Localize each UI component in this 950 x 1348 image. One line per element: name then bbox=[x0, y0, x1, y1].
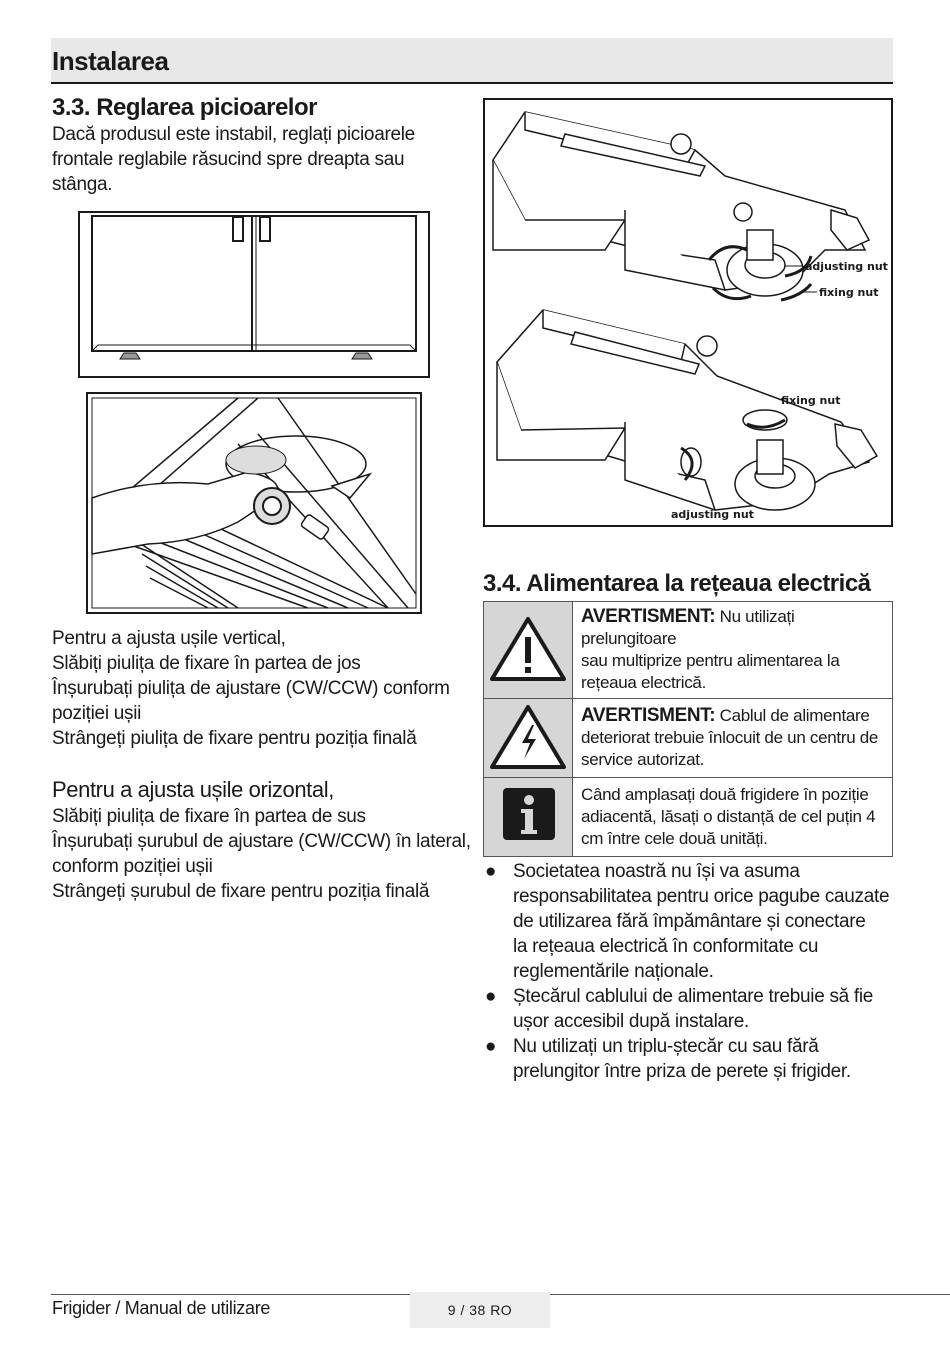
bullet-list bbox=[483, 859, 903, 1084]
bullet-line: Societatea noastră nu își va asuma bbox=[513, 861, 800, 882]
bullet-line: reglementările naționale. bbox=[513, 961, 714, 982]
section-3-3-intro bbox=[52, 122, 415, 197]
top-fixing-nut-label: fixing nut bbox=[819, 286, 879, 299]
warning-line: service autorizat. bbox=[581, 750, 705, 769]
hand-adjusting-illustration bbox=[88, 394, 420, 612]
bullet-item bbox=[483, 859, 903, 984]
footer-page-number: 9 / 38 RO bbox=[410, 1292, 550, 1328]
warning-line: sau multiprize pentru alimentarea la bbox=[581, 651, 840, 670]
bullet-item bbox=[483, 984, 903, 1034]
bullet-dot-icon: ● bbox=[485, 861, 497, 882]
text-line: Slăbiți piulița de fixare în partea de sus bbox=[52, 806, 366, 827]
text-line: Înșurubați piulița de ajustare (CW/CCW) conform bbox=[52, 678, 450, 699]
bullet-line: Ștecărul cablului de alimentare trebuie să fie bbox=[513, 986, 874, 1007]
warning-label: AVERTISMENT: bbox=[581, 705, 716, 726]
bullet-line: ușor accesibil după instalare. bbox=[513, 1011, 750, 1032]
bullet-dot-icon: ● bbox=[485, 1036, 497, 1057]
hinge-figure bbox=[483, 98, 893, 527]
info-icon-cell bbox=[484, 778, 573, 857]
warning-icon-cell bbox=[484, 699, 573, 778]
fridge-front-illustration bbox=[80, 213, 428, 376]
vertical-adjust-text bbox=[52, 626, 450, 751]
bottom-fixing-nut-label: fixing nut bbox=[781, 394, 841, 407]
warning-line: rețeaua electrică. bbox=[581, 673, 707, 692]
warning-icon-cell bbox=[484, 602, 573, 699]
text-line: Strângeți piulița de fixare pentru poziția finală bbox=[52, 728, 417, 749]
fridge-front-figure bbox=[78, 211, 430, 378]
warning-text-first: Nu utilizați prelungitoare bbox=[581, 607, 795, 648]
bullet-line: la rețeaua electrică în conformitate cu bbox=[513, 936, 819, 957]
text-line: Strângeți șurubul de fixare pentru poziția finală bbox=[52, 881, 430, 902]
warning-text-first: Cablul de alimentare bbox=[715, 706, 870, 725]
hinge-illustration bbox=[485, 100, 891, 525]
info-text bbox=[573, 778, 893, 857]
warning-row bbox=[484, 602, 893, 699]
intro-line: Dacă produsul este instabil, reglați picioarele bbox=[52, 124, 415, 145]
hand-adjusting-figure bbox=[86, 392, 422, 614]
section-3-3-title: 3.3. Reglarea picioarelor bbox=[52, 94, 317, 121]
warning-triangle-icon bbox=[488, 613, 568, 683]
horizontal-adjust-heading: Pentru a ajusta ușile orizontal, bbox=[52, 777, 334, 802]
warning-text bbox=[573, 602, 893, 699]
section-3-4-title: 3.4. Alimentarea la rețeaua electrică bbox=[483, 570, 871, 597]
warning-line: deteriorat trebuie înlocuit de un centru de bbox=[581, 728, 879, 747]
header-bar bbox=[51, 38, 893, 84]
bullet-line: responsabilitatea pentru orice pagube cauzate bbox=[513, 886, 890, 907]
text-line: poziției ușii bbox=[52, 703, 142, 724]
info-line: cm între cele două unități. bbox=[581, 829, 768, 848]
intro-line: frontale reglabile răsucind spre dreapta sau bbox=[52, 149, 405, 170]
warning-row bbox=[484, 699, 893, 778]
electric-hazard-icon bbox=[488, 701, 568, 771]
footer-doc-title: Frigider / Manual de utilizare bbox=[52, 1298, 271, 1318]
bullet-line: Nu utilizați un triplu-ștecăr cu sau fără bbox=[513, 1036, 819, 1057]
warning-table bbox=[483, 601, 893, 857]
bullet-dot-icon: ● bbox=[485, 986, 497, 1007]
warning-text bbox=[573, 699, 893, 778]
page-title: Instalarea bbox=[52, 46, 169, 76]
text-line: Înșurubați șurubul de ajustare (CW/CCW) în lateral, bbox=[52, 831, 471, 852]
text-line: Pentru a ajusta ușile vertical, bbox=[52, 628, 286, 649]
text-line: Slăbiți piulița de fixare în partea de jos bbox=[52, 653, 361, 674]
bullet-line: de utilizarea fără împământare și conectare bbox=[513, 911, 866, 932]
bullet-line: prelungitor între priza de perete și frigider. bbox=[513, 1061, 851, 1082]
bottom-adjusting-nut-label: adjusting nut bbox=[671, 508, 754, 521]
info-row bbox=[484, 778, 893, 857]
info-line: adiacentă, lăsați o distanță de cel puțin 4 bbox=[581, 807, 876, 826]
info-icon bbox=[488, 780, 568, 850]
bullet-item bbox=[483, 1034, 903, 1084]
intro-line: stânga. bbox=[52, 174, 113, 195]
horizontal-adjust-text bbox=[52, 804, 471, 904]
info-text-first: Când amplasați două frigidere în poziție bbox=[581, 785, 869, 804]
warning-label: AVERTISMENT: bbox=[581, 606, 716, 627]
text-line: conform poziției ușii bbox=[52, 856, 213, 877]
top-adjusting-nut-label: adjusting nut bbox=[805, 260, 888, 273]
